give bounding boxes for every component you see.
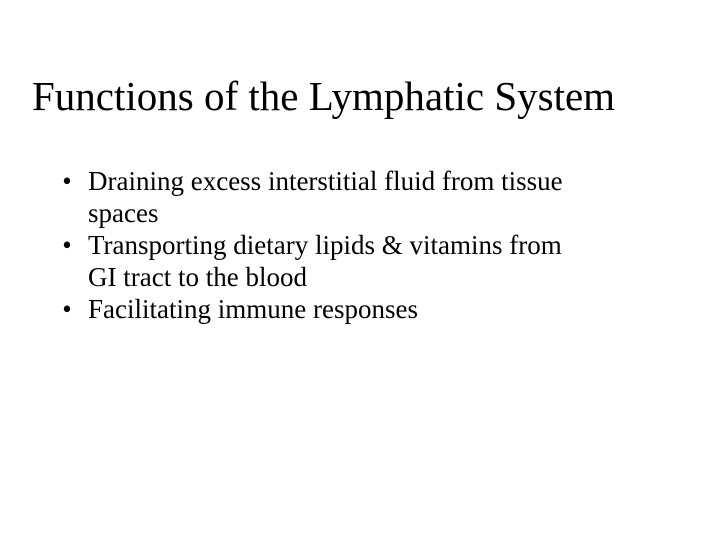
bullet-text-line: Facilitating immune responses [88,294,418,324]
bullet-text-line: spaces [88,198,159,228]
bullet-item-transporting [57,229,667,293]
bullet-icon: • [62,230,72,260]
bullet-text-line: Transporting dietary lipids & vitamins from [88,230,562,260]
bullet-text-line: Draining excess interstitial fluid from tissue [88,166,563,196]
bullet-item-draining [57,165,667,229]
bullet-list [57,165,667,325]
bullet-text-line: GI tract to the blood [88,262,307,292]
slide-title: Functions of the Lymphatic System [32,73,616,119]
bullet-icon: • [62,166,72,196]
bullet-icon: • [62,294,72,324]
bullet-item-facilitating [57,293,667,325]
